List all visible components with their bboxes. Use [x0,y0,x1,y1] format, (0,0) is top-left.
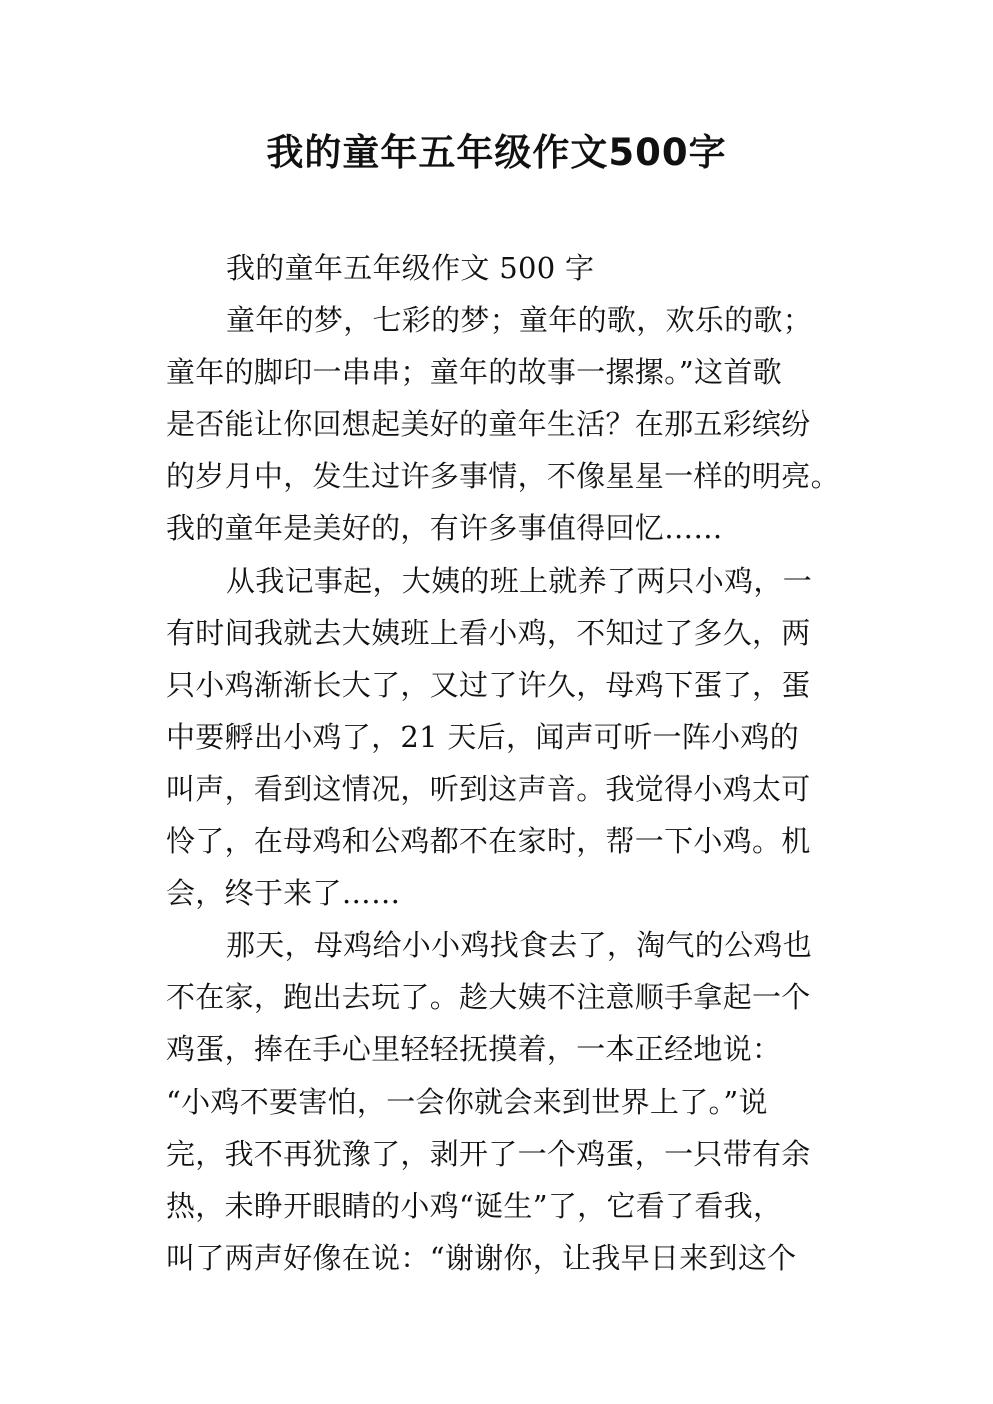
text-line: 叫了两声好像在说：“谢谢你，让我早日来到这个 [166,1240,797,1275]
text-line: 有时间我就去大姨班上看小鸡，不知过了多久，两 [166,615,811,650]
text-line: 热，未睁开眼睛的小鸡“诞生”了，它看了看我， [166,1188,783,1223]
document-title: 我的童年五年级作文500字 [266,131,727,174]
text-line: 那天，母鸡给小小鸡找食去了，淘气的公鸡也 [226,928,813,963]
text-line: 我的童年是美好的，有许多事值得回忆…… [166,511,723,546]
text-line: 怜了，在母鸡和公鸡都不在家时，帮一下小鸡。机 [166,824,811,859]
text-line: 的岁月中，发生过许多事情，不像星星一样的明亮。 [166,459,840,494]
text-line: 从我记事起，大姨的班上就养了两只小鸡，一 [226,563,813,598]
text-line: 叫声，看到这情况，听到这声音。我觉得小鸡太可 [166,771,811,806]
text-line: 只小鸡渐渐长大了，又过了许久，母鸡下蛋了，蛋 [166,667,811,702]
text-line: 是否能让你回想起美好的童年生活？在那五彩缤纷 [166,407,811,442]
text-line: 会，终于来了…… [166,876,401,911]
text-line: 童年的脚印一串串；童年的故事一摞摞。”这首歌 [166,355,782,390]
text-line: 完，我不再犹豫了，剥开了一个鸡蛋，一只带有余 [166,1136,811,1171]
text-line: “小鸡不要害怕，一会你就会来到世界上了。”说 [166,1084,768,1119]
text-line: 鸡蛋，捧在手心里轻轻抚摸着，一本正经地说： [166,1032,782,1067]
text-line: 童年的梦，七彩的梦；童年的歌，欢乐的歌； [226,303,813,338]
text-line: 中要孵出小鸡了，21 天后，闻声可听一阵小鸡的 [166,719,800,754]
document-body [166,242,866,1284]
text-line: 我的童年五年级作文 500 字 [226,251,595,285]
text-line: 不在家，跑出去玩了。趁大姨不注意顺手拿起一个 [166,980,811,1015]
